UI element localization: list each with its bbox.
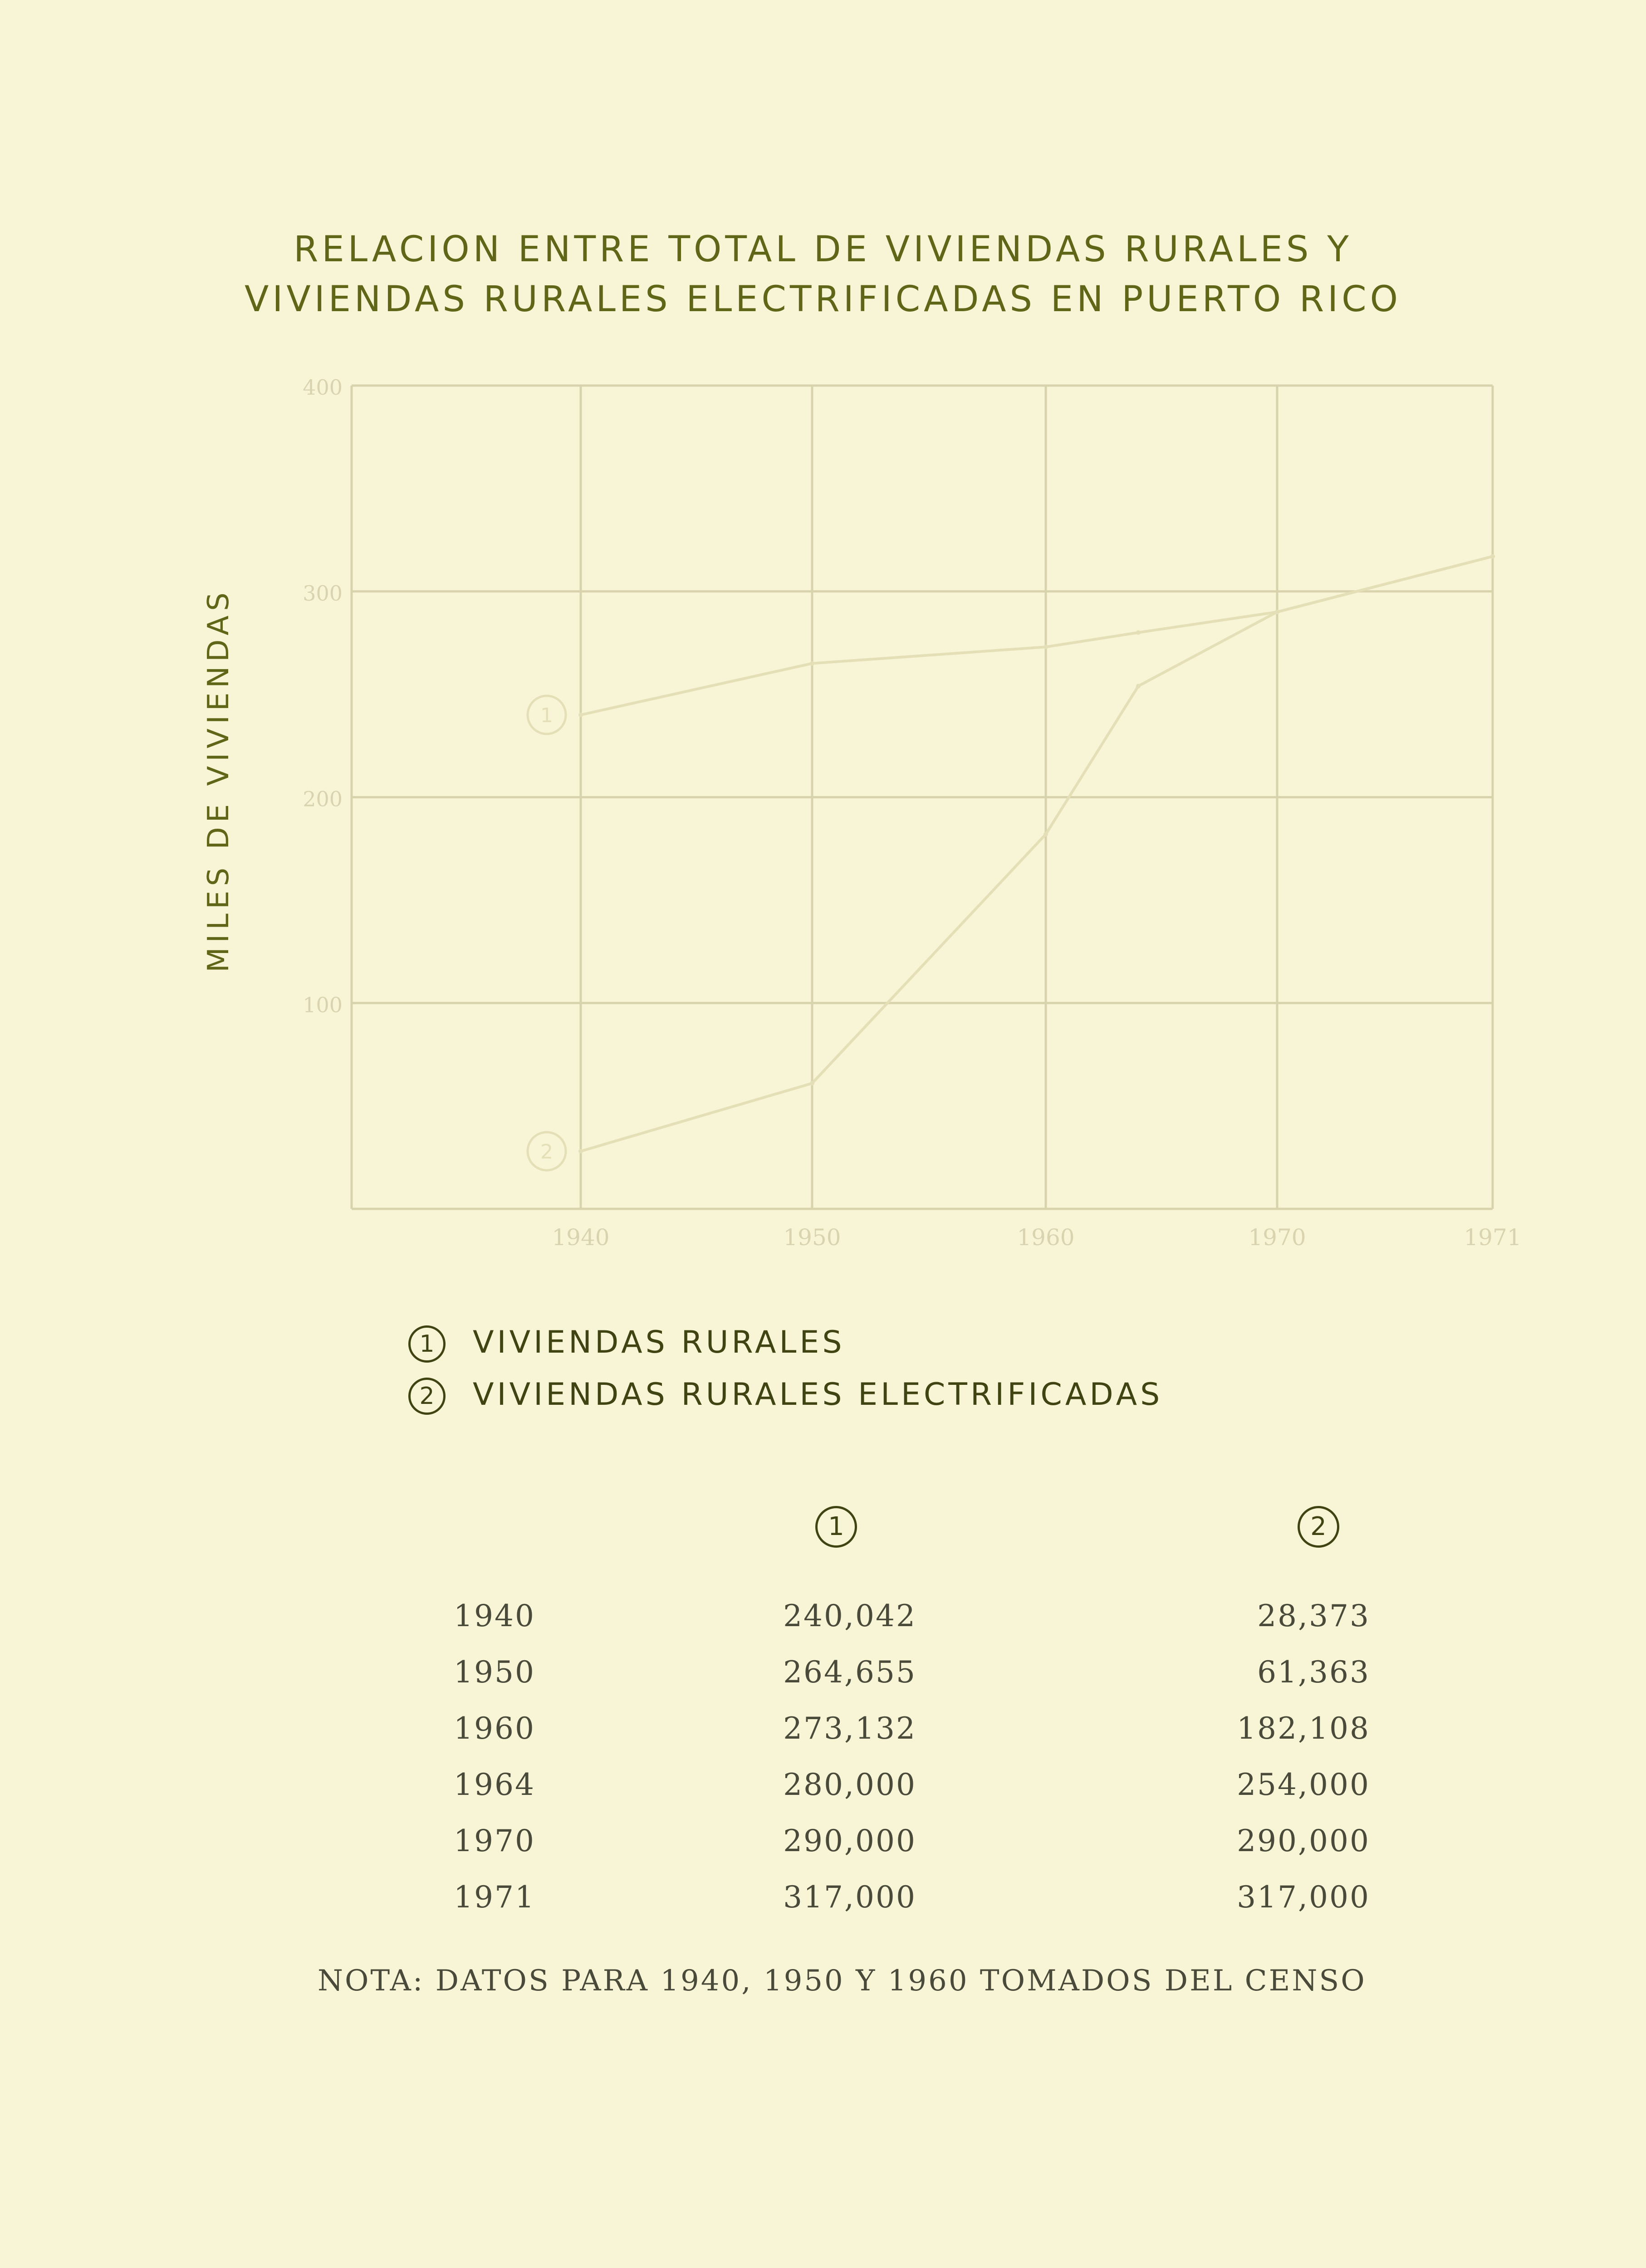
x-tick-label: 1940 <box>552 1224 610 1251</box>
series-1-point <box>1136 631 1141 635</box>
table-cell-electrified: 28,373 <box>1257 1598 1370 1633</box>
legend-item-1 <box>408 1325 845 1363</box>
series-2-point <box>810 1081 814 1085</box>
y-tick-label: 200 <box>303 787 343 811</box>
note-text: NOTA: DATOS PARA 1940, 1950 Y 1960 TOMADOS DEL CENSO <box>318 1964 1367 1998</box>
series-line-1 <box>581 557 1493 715</box>
series-1-point <box>810 661 814 666</box>
data-table <box>454 1588 1370 1925</box>
series-line-2 <box>581 557 1493 1151</box>
table-cell-rural: 317,000 <box>783 1879 916 1915</box>
table-row <box>454 1700 1370 1756</box>
legend-label-1: VIVIENDAS RURALES <box>473 1325 845 1360</box>
series-2-point <box>578 1149 583 1154</box>
y-tick-label: 100 <box>303 992 343 1017</box>
x-tick-label: 1970 <box>1248 1224 1306 1251</box>
series-2-marker-label: 2 <box>540 1140 553 1163</box>
table-cell-year: 1950 <box>454 1654 535 1690</box>
table-row <box>454 1813 1370 1869</box>
legend-item-2 <box>408 1377 1163 1415</box>
y-tick-label: 400 <box>303 375 343 400</box>
series-1-marker-label: 1 <box>540 704 553 727</box>
table-row <box>454 1644 1370 1700</box>
series-2-point <box>1043 832 1048 836</box>
series-2-point <box>1490 554 1495 559</box>
table-cell-year: 1964 <box>454 1767 535 1802</box>
table-cell-electrified: 317,000 <box>1237 1879 1370 1915</box>
table-cell-year: 1971 <box>454 1879 535 1915</box>
x-tick-label: 1950 <box>783 1224 841 1251</box>
table-cell-rural: 280,000 <box>783 1767 916 1802</box>
series-2-point <box>1275 610 1279 614</box>
series-1-point <box>1043 645 1048 649</box>
table-cell-rural: 240,042 <box>783 1598 916 1633</box>
y-tick-label: 300 <box>303 581 343 606</box>
table-cell-rural: 273,132 <box>783 1711 916 1746</box>
table-row <box>454 1756 1370 1813</box>
series-1-point <box>578 713 583 717</box>
legend-marker-1: 1 <box>408 1325 446 1363</box>
table-cell-year: 1940 <box>454 1598 535 1633</box>
legend-label-2: VIVIENDAS RURALES ELECTRIFICADAS <box>473 1377 1163 1413</box>
table-cell-rural: 264,655 <box>783 1654 916 1690</box>
table-column-head-2: 2 <box>1298 1506 1339 1548</box>
table-row <box>454 1869 1370 1925</box>
table-column-head-1: 1 <box>815 1506 857 1548</box>
table-cell-electrified: 254,000 <box>1237 1767 1370 1802</box>
table-cell-electrified: 182,108 <box>1237 1711 1370 1746</box>
series-2-point <box>1136 684 1141 688</box>
chart-title-line-2: VIVIENDAS RURALES ELECTRIFICADAS EN PUERTO RICO <box>244 279 1402 320</box>
table-cell-electrified: 290,000 <box>1237 1823 1370 1858</box>
table-cell-electrified: 61,363 <box>1257 1654 1370 1690</box>
table-cell-rural: 290,000 <box>783 1823 916 1858</box>
legend-marker-2: 2 <box>408 1378 446 1415</box>
table-cell-year: 1960 <box>454 1711 535 1746</box>
table-row <box>454 1588 1370 1644</box>
x-tick-label: 1971 <box>1464 1224 1522 1251</box>
y-axis-label: MILES DE VIVIENDAS <box>202 588 235 973</box>
x-tick-label: 1960 <box>1017 1224 1075 1251</box>
table-cell-year: 1970 <box>454 1823 535 1858</box>
chart-title-line-1: RELACION ENTRE TOTAL DE VIVIENDAS RURALES Y <box>294 229 1352 270</box>
